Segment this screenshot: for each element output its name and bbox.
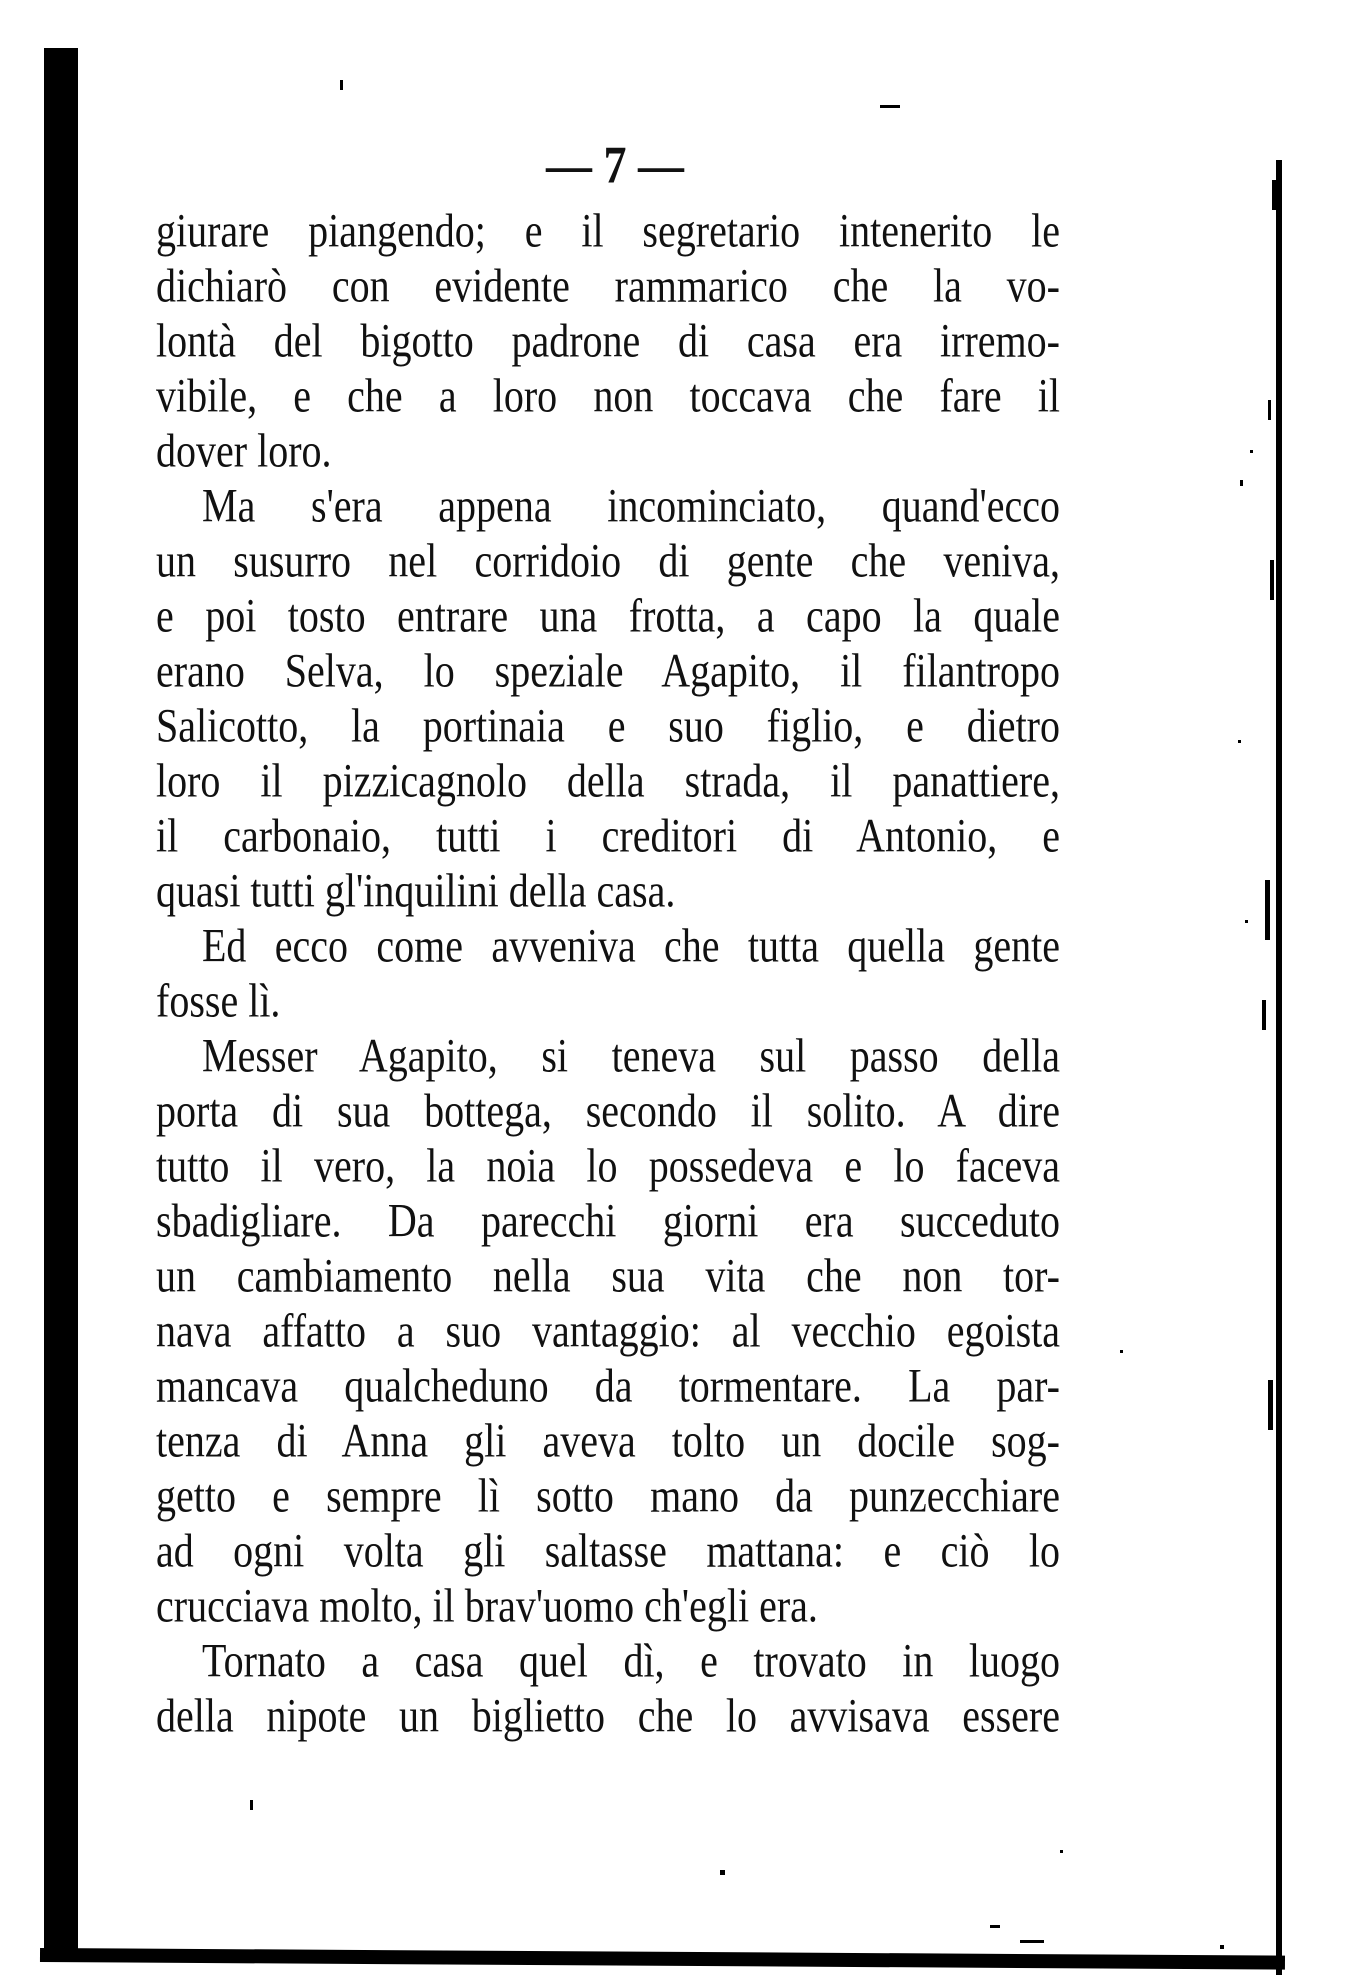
text-line: e poi tosto entrare una frotta, a capo la quale [156,588,1060,643]
text-line: tenza di Anna gli aveva tolto un docile sog- [156,1413,1060,1468]
scan-speck [720,1870,725,1875]
scan-speck [1060,1850,1063,1853]
page-edge-right [1276,160,1282,1975]
scan-speck [340,80,343,90]
scan-speck [1270,560,1274,600]
page-number: — 7 — [546,135,684,194]
scan-speck [990,1925,1000,1928]
text-line: tutto il vero, la noia lo possedeva e lo faceva [156,1138,1060,1193]
text-line: dover loro. [156,423,332,478]
text-line: getto e sempre lì sotto mano da punzecchiare [156,1468,1060,1523]
text-line: quasi tutti gl'inquilini della casa. [156,863,676,918]
scan-speck [1238,740,1241,743]
text-line: mancava qualcheduno da tormentare. La par- [156,1358,1060,1413]
text-line: il carbonaio, tutti i creditori di Antonio, e [156,808,1060,863]
text-line: erano Selva, lo speziale Agapito, il filantropo [156,643,1060,698]
scan-speck [1220,1945,1224,1949]
text-line: lontà del bigotto padrone di casa era irremo- [156,313,1060,368]
scan-speck [250,1800,253,1810]
text-line: Ma s'era appena incominciato, quand'ecco [202,478,1060,533]
page-edge-bottom [40,1948,1285,1970]
scan-speck [880,105,900,108]
text-line: fosse lì. [156,973,281,1028]
text-line: dichiarò con evidente rammarico che la vo- [156,258,1060,313]
text-line: vibile, e che a loro non toccava che fare il [156,368,1060,423]
scan-speck [1265,880,1270,940]
scan-speck [1268,1380,1273,1430]
text-line: Messer Agapito, si teneva sul passo della [202,1028,1060,1083]
text-line: giurare piangendo; e il segretario intenerito le [156,203,1060,258]
text-line: loro il pizzicagnolo della strada, il panattiere, [156,753,1060,808]
text-line: crucciava molto, il brav'uomo ch'egli era. [156,1578,818,1633]
text-line: sbadigliare. Da parecchi giorni era succeduto [156,1193,1060,1248]
scan-speck [1250,450,1253,453]
scan-speck [1240,480,1243,486]
text-line: Salicotto, la portinaia e suo figlio, e dietro [156,698,1060,753]
page-binding-edge-left [44,48,78,1960]
text-line: della nipote un biglietto che lo avvisava essere [156,1688,1060,1743]
scan-speck [1245,920,1248,923]
text-line: Ed ecco come avveniva che tutta quella gente [202,918,1060,973]
scan-speck [1268,400,1271,420]
text-line: nava affatto a suo vantaggio: al vecchio egoista [156,1303,1060,1358]
scan-speck [1020,1940,1044,1943]
scan-speck [1120,1350,1123,1353]
text-line: Tornato a casa quel dì, e trovato in luogo [202,1633,1060,1688]
scan-speck [1272,180,1276,210]
text-line: porta di sua bottega, secondo il solito. A dire [156,1083,1060,1138]
scan-speck [1262,1000,1266,1030]
body-text [156,203,1060,1743]
text-line: ad ogni volta gli saltasse mattana: e ciò lo [156,1523,1060,1578]
text-line: un cambiamento nella sua vita che non tor- [156,1248,1060,1303]
text-line: un susurro nel corridoio di gente che veniva, [156,533,1060,588]
